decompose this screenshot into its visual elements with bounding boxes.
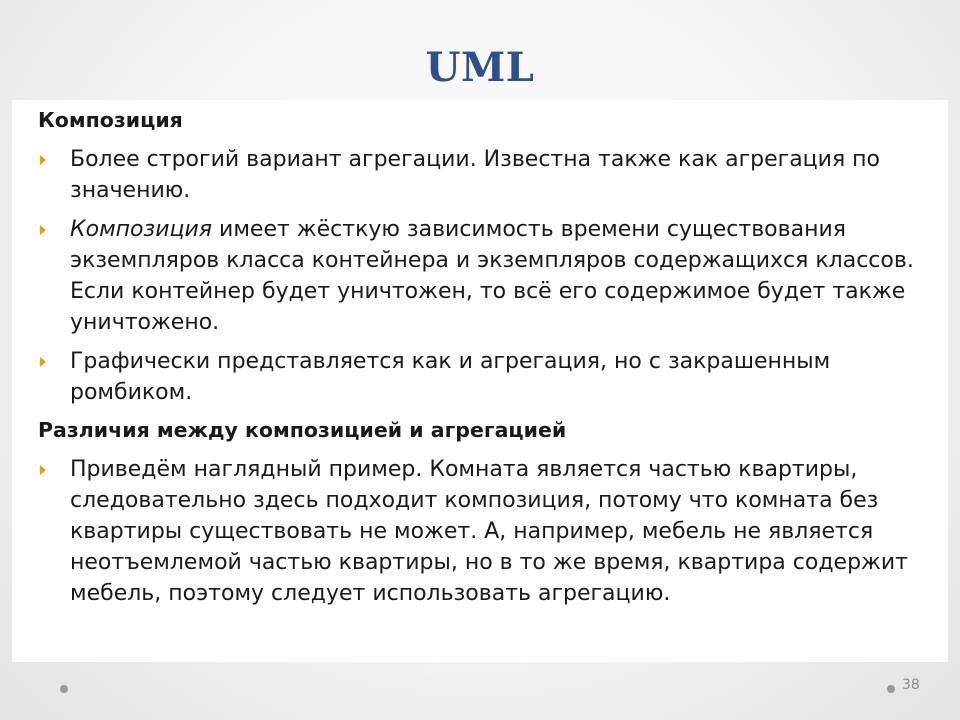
list-item: [38, 144, 922, 206]
content-box: [12, 100, 948, 662]
page-number: 38: [902, 677, 920, 693]
footer-dot-right: [887, 685, 895, 693]
bullet-arrow-icon: [40, 465, 46, 475]
list-item: [38, 454, 922, 609]
bullet-text: имеет жёсткую зависимость времени существования экземпляров класса контейнера и экземпляров содержащихся классов. Если контейнер будет уничтожен, то всё его содержимое будет также уничтожено.: [70, 217, 914, 335]
footer-dot-left: [60, 685, 68, 693]
bullet-text: Приведём наглядный пример. Комната является частью квартиры, следовательно здесь подходит композиция, потому что комната без квартиры существовать не может. А, например, мебель не является неотъемлемой частью квартиры, но в то же время, квартира содержит мебель, поэтому следует использовать агрегацию.: [70, 457, 908, 606]
bullet-text: Более строгий вариант агрегации. Известна также как агрегация по значению.: [70, 147, 881, 203]
bullet-arrow-icon: [40, 225, 46, 235]
bullet-arrow-icon: [40, 357, 46, 367]
bullet-arrow-icon: [40, 155, 46, 165]
section-heading-differences: Различия между композицией и агрегацией: [38, 418, 567, 442]
slide-title: UML: [425, 44, 535, 91]
section-heading-composition: Композиция: [38, 108, 183, 132]
bullet-text: Графически представляется как и агрегация, но с закрашенным ромбиком.: [70, 349, 831, 405]
list-item: [38, 346, 922, 408]
list-item: [38, 214, 922, 338]
bullet-italic-term: Композиция: [70, 217, 213, 242]
